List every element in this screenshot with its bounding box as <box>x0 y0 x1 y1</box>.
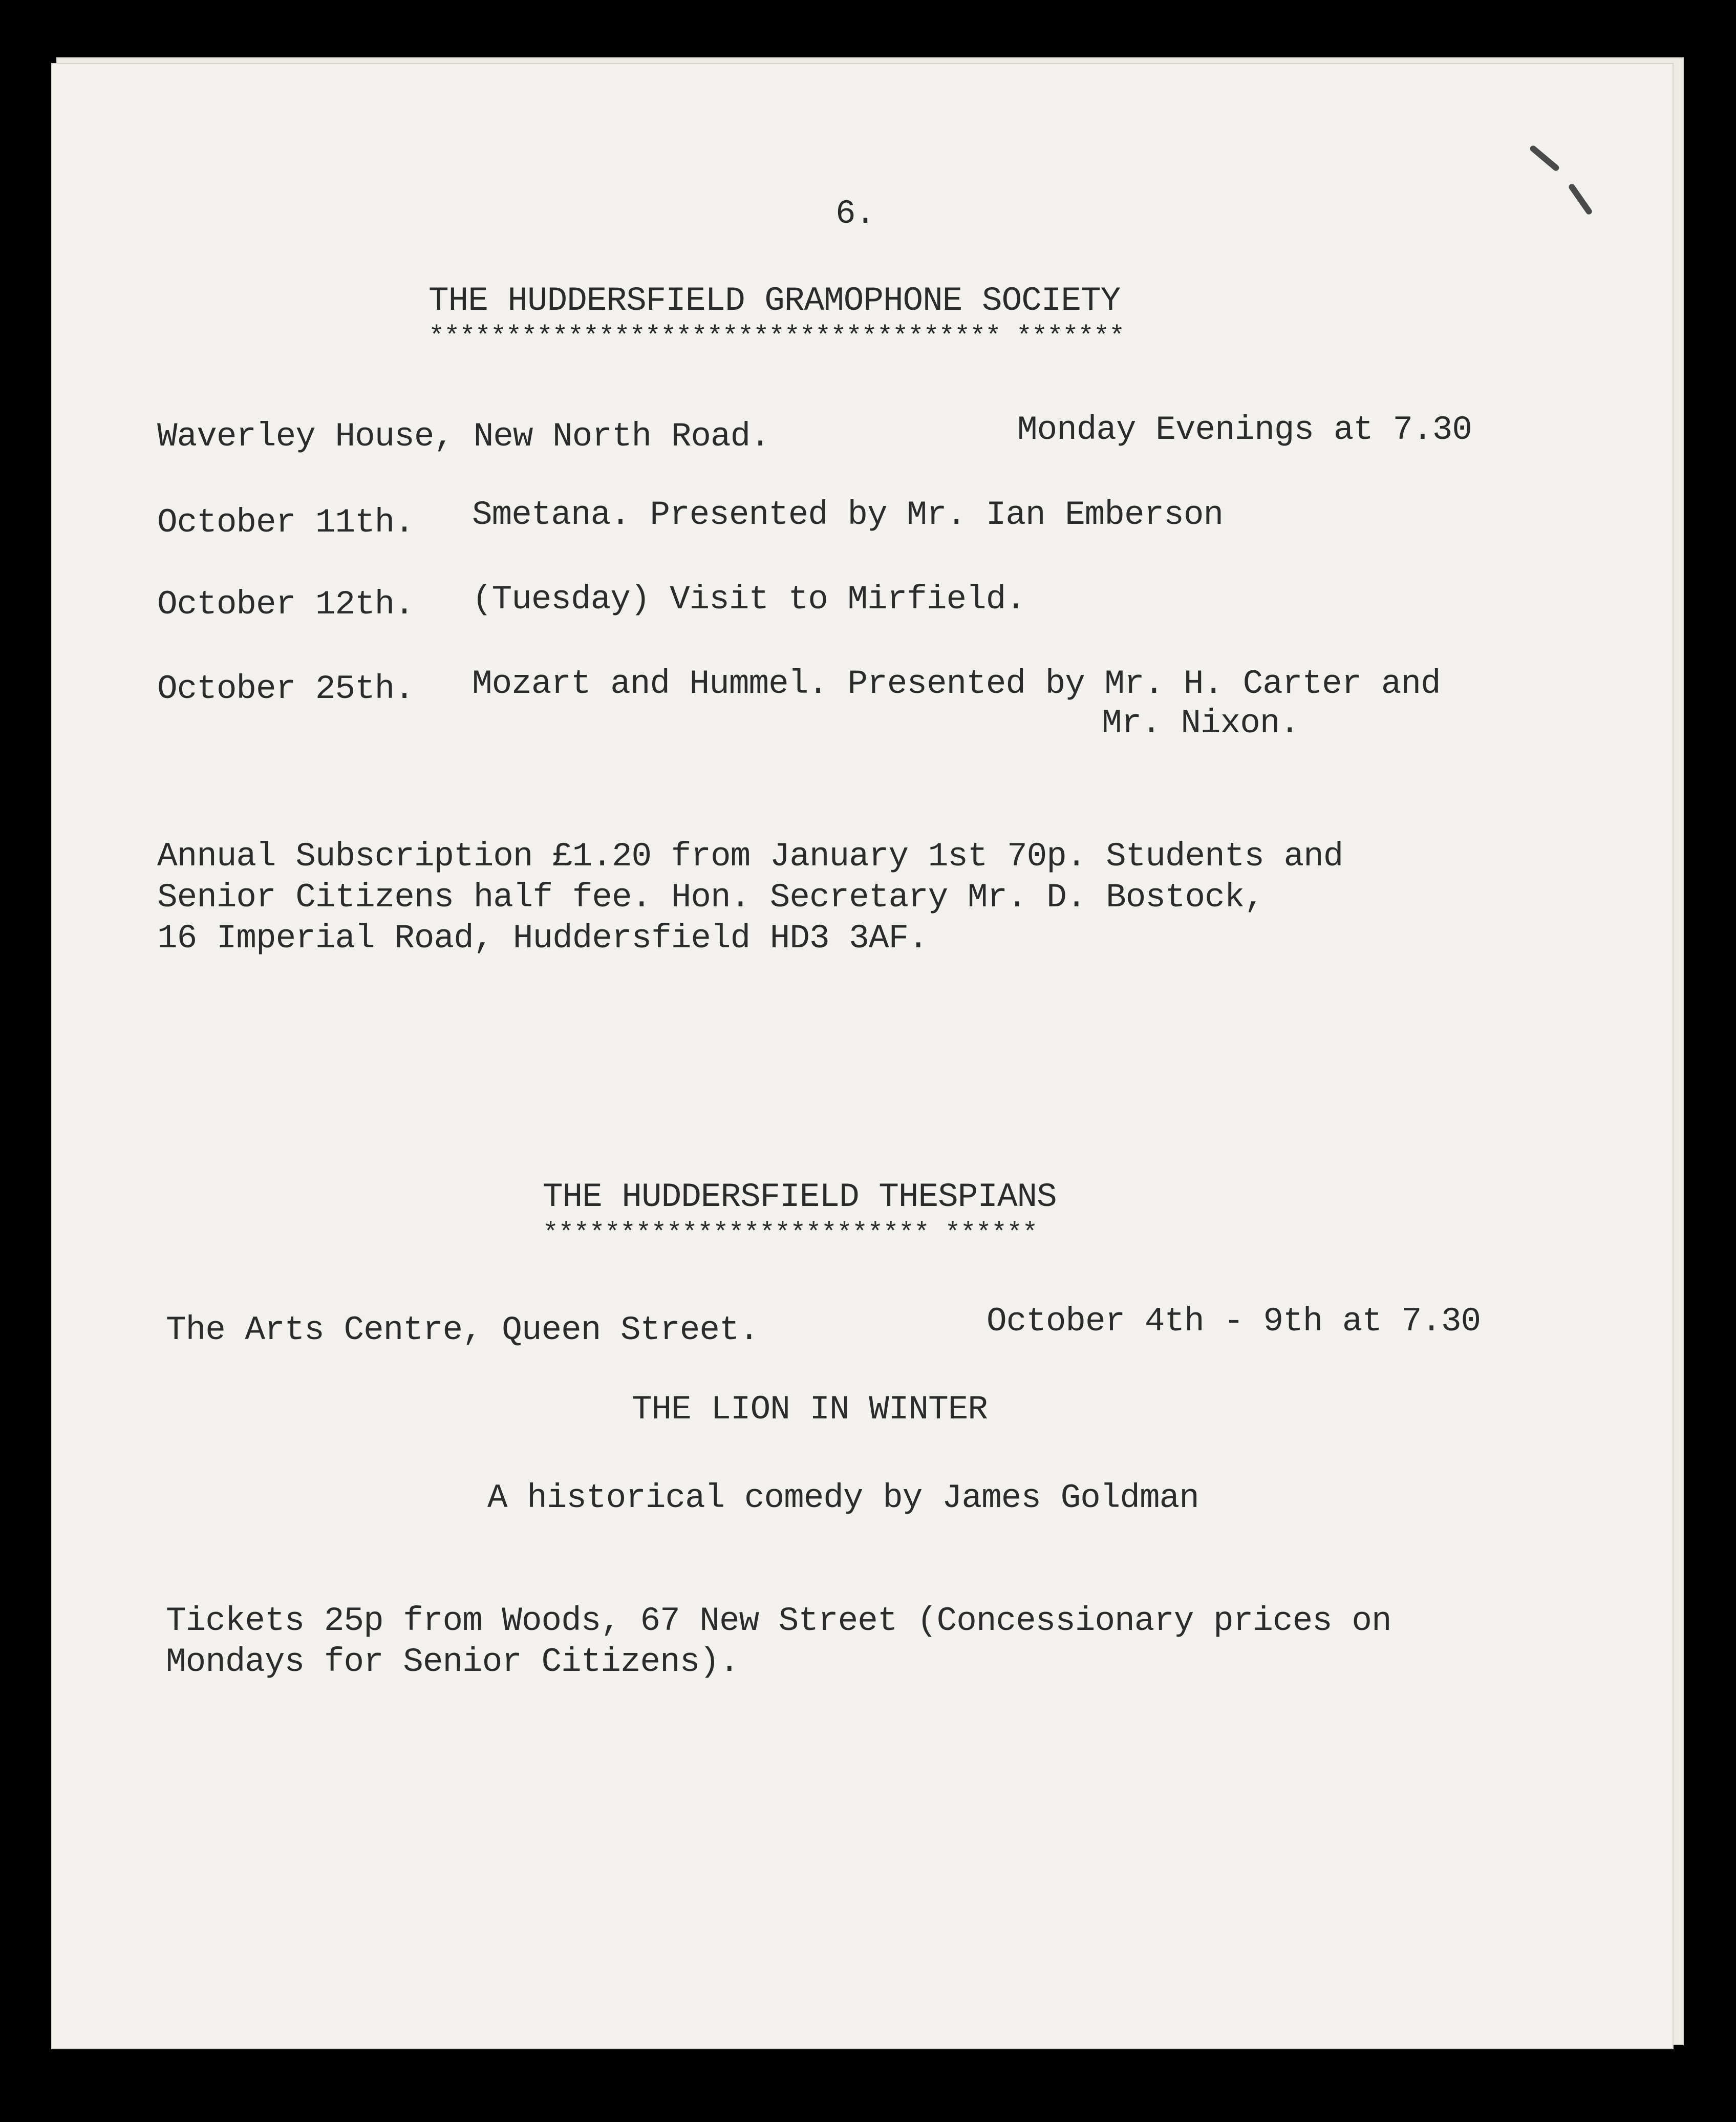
staple-top <box>1529 144 1560 172</box>
gramophone-title-underline: ************************************* ******* <box>428 322 1125 352</box>
thespians-title: THE HUDDERSFIELD THESPIANS <box>543 1178 1057 1216</box>
event-date: October 11th. <box>157 503 414 542</box>
gramophone-venue: Waverley House, New North Road. <box>157 417 770 456</box>
gramophone-title: THE HUDDERSFIELD GRAMOPHONE SOCIETY <box>428 282 1121 320</box>
gramophone-time: Monday Evenings at 7.30 <box>1017 411 1472 449</box>
subscription-line: Annual Subscription £1.20 from January 1st 70p. Students and <box>157 837 1343 876</box>
event-date: October 12th. <box>157 585 414 624</box>
subscription-line: Senior Citizens half fee. Hon. Secretary Mr. D. Bostock, <box>157 878 1264 917</box>
thespians-venue: The Arts Centre, Queen Street. <box>166 1311 759 1349</box>
thespians-title-underline: ************************* ****** <box>543 1218 1038 1248</box>
ticket-line: Mondays for Senior Citizens). <box>166 1643 739 1681</box>
thespians-dates: October 4th - 9th at 7.30 <box>987 1302 1481 1341</box>
play-title: THE LION IN WINTER <box>632 1390 988 1429</box>
ticket-line: Tickets 25p from Woods, 67 New Street (Concessionary prices on <box>166 1602 1391 1640</box>
staple-bottom <box>1568 183 1593 216</box>
document-page <box>52 64 1673 2048</box>
event-text: (Tuesday) Visit to Mirfield. <box>472 580 1025 619</box>
event-date: October 25th. <box>157 670 414 708</box>
subscription-line: 16 Imperial Road, Huddersfield HD3 3AF. <box>157 919 928 958</box>
page-number: 6. <box>835 195 875 233</box>
event-text: Mozart and Hummel. Presented by Mr. H. Carter and <box>472 665 1441 703</box>
event-text: Smetana. Presented by Mr. Ian Emberson <box>472 496 1224 534</box>
event-text-continued: Mr. Nixon. <box>1102 704 1300 742</box>
play-description: A historical comedy by James Goldman <box>487 1479 1199 1517</box>
